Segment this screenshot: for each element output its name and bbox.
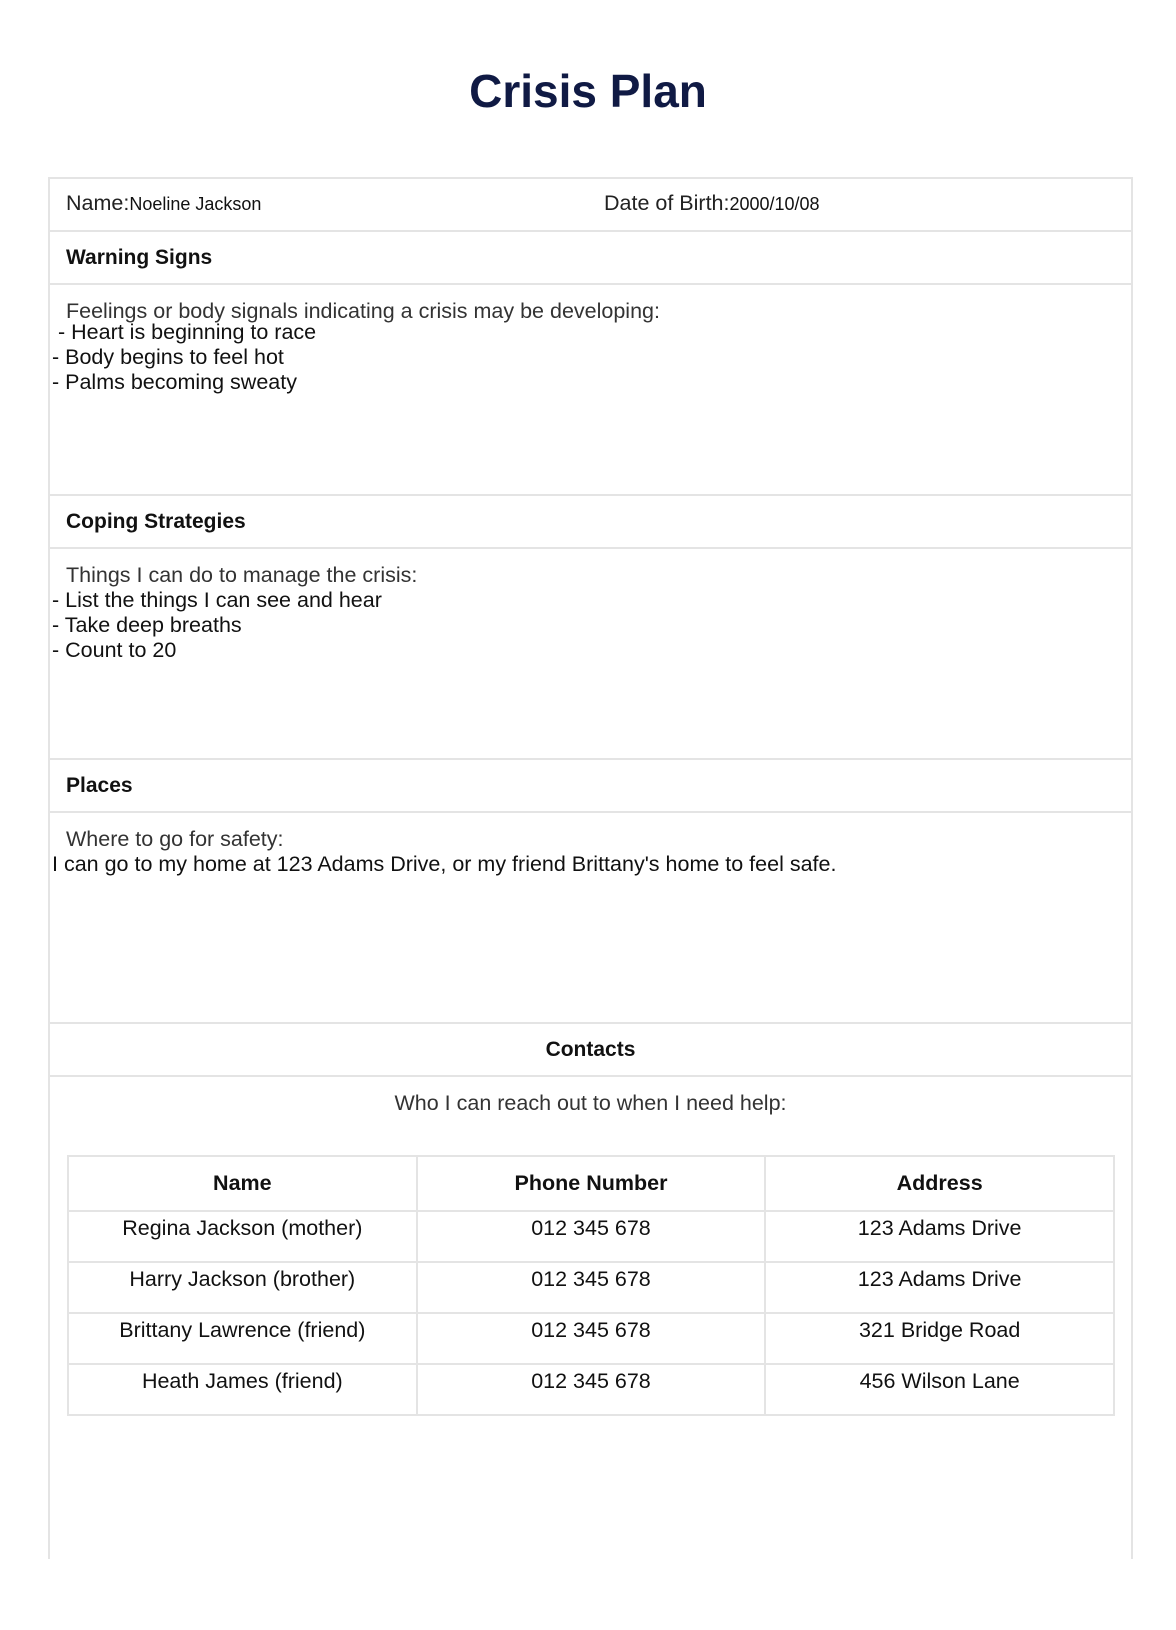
table-row: [68, 1364, 1114, 1415]
contacts-intro: Who I can reach out to when I need help:: [394, 1091, 787, 1115]
warning-signs-intro: Feelings or body signals indicating a crisis may be developing:: [66, 299, 660, 323]
contact-address[interactable]: 123 Adams Drive: [765, 1262, 1114, 1313]
warning-signs-heading: Warning Signs: [50, 232, 1131, 285]
column-header-address: Address: [765, 1156, 1114, 1211]
places-field[interactable]: [50, 813, 1131, 1024]
page-title: Crisis Plan: [469, 65, 707, 117]
warning-sign-item: - Palms becoming sweaty: [52, 370, 297, 394]
table-row: [68, 1262, 1114, 1313]
coping-strategies-heading: Coping Strategies: [50, 496, 1131, 549]
places-intro: Where to go for safety:: [66, 827, 284, 851]
contacts-table: [67, 1155, 1115, 1416]
contact-address[interactable]: 456 Wilson Lane: [765, 1364, 1114, 1415]
warning-signs-field[interactable]: [50, 285, 1131, 496]
coping-item: - List the things I can see and hear: [52, 588, 382, 612]
contact-name[interactable]: Regina Jackson (mother): [68, 1211, 417, 1262]
table-row: [68, 1313, 1114, 1364]
name-field[interactable]: [66, 191, 261, 216]
table-row: [68, 1211, 1114, 1262]
contact-name[interactable]: Heath James (friend): [68, 1364, 417, 1415]
crisis-plan-form: [48, 177, 1133, 1559]
column-header-phone: Phone Number: [417, 1156, 766, 1211]
contact-address[interactable]: 123 Adams Drive: [765, 1211, 1114, 1262]
coping-intro: Things I can do to manage the crisis:: [66, 563, 418, 587]
dob-field[interactable]: [604, 191, 820, 216]
table-header-row: [68, 1156, 1114, 1211]
name-value: Noeline Jackson: [129, 194, 262, 214]
contact-phone[interactable]: 012 345 678: [417, 1313, 766, 1364]
contact-name[interactable]: Harry Jackson (brother): [68, 1262, 417, 1313]
contact-phone[interactable]: 012 345 678: [417, 1364, 766, 1415]
contact-phone[interactable]: 012 345 678: [417, 1211, 766, 1262]
contact-name[interactable]: Brittany Lawrence (friend): [68, 1313, 417, 1364]
warning-sign-item: - Body begins to feel hot: [52, 345, 284, 369]
places-item: I can go to my home at 123 Adams Drive, or my friend Brittany's home to feel safe.: [52, 852, 837, 876]
coping-strategies-field[interactable]: [50, 549, 1131, 760]
contact-phone[interactable]: 012 345 678: [417, 1262, 766, 1313]
warning-sign-item: - Heart is beginning to race: [58, 320, 317, 344]
contacts-section: [50, 1091, 1131, 1561]
coping-item: - Count to 20: [52, 638, 177, 662]
coping-item: - Take deep breaths: [52, 613, 242, 637]
places-heading: Places: [50, 760, 1131, 813]
contact-address[interactable]: 321 Bridge Road: [765, 1313, 1114, 1364]
name-label: Name:: [66, 191, 130, 215]
patient-info-row: [50, 179, 1131, 232]
column-header-name: Name: [68, 1156, 417, 1211]
dob-value: 2000/10/08: [729, 194, 820, 214]
contacts-heading: Contacts: [50, 1024, 1131, 1077]
dob-label: Date of Birth:: [604, 191, 730, 215]
